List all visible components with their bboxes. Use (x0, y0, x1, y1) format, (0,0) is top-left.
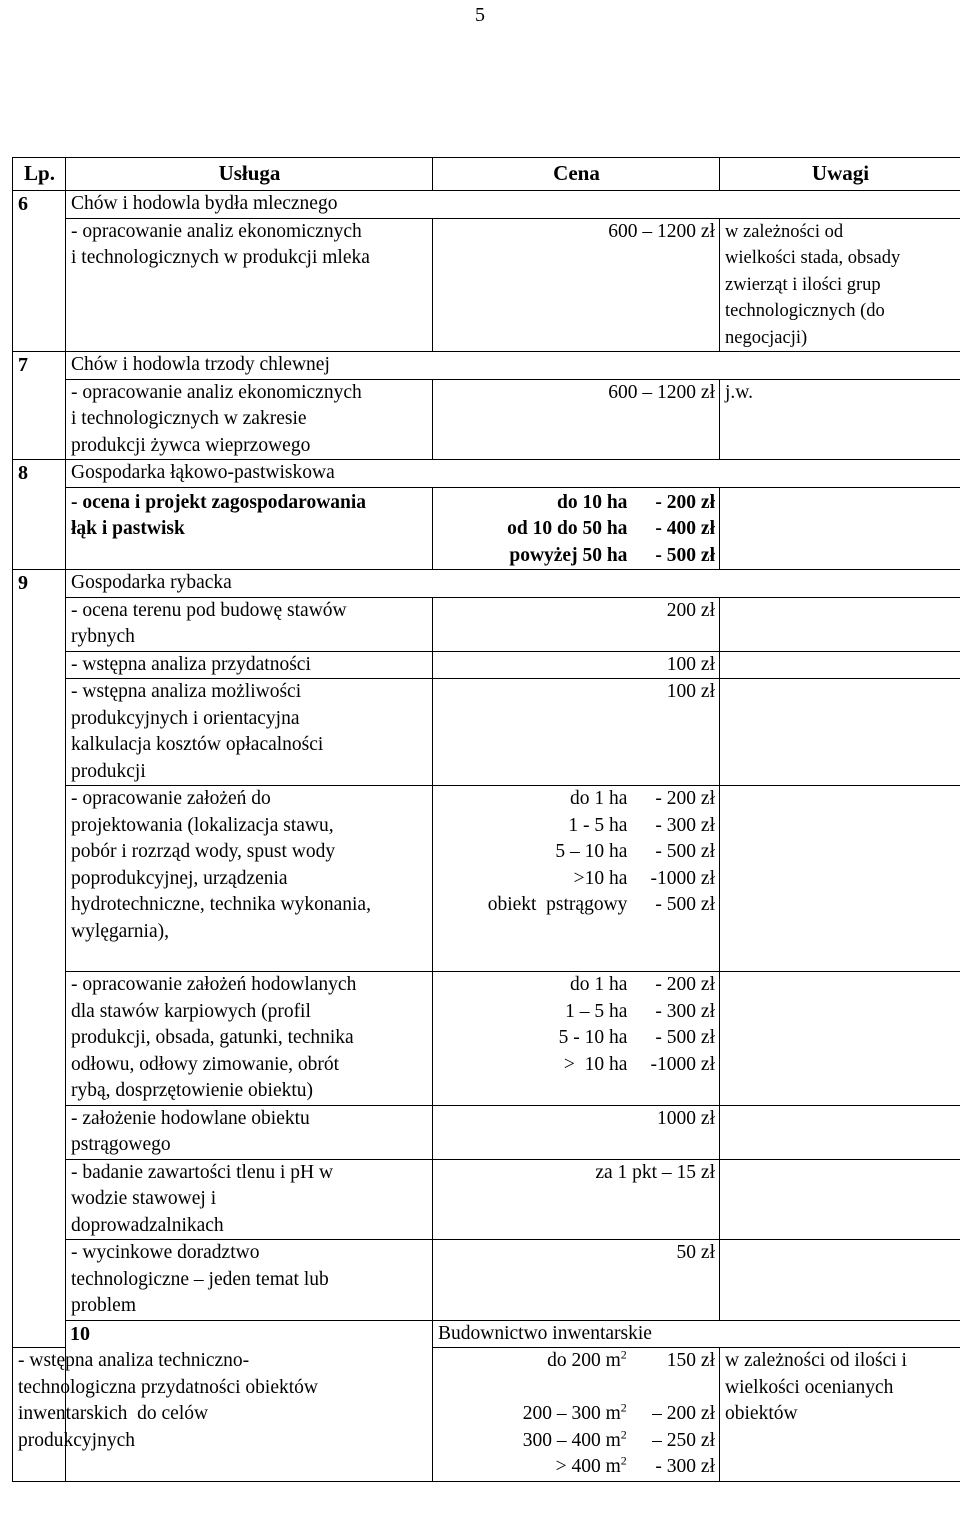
tier-range-text: do 200 m (547, 1350, 621, 1371)
service-description (66, 597, 433, 651)
price-cell: 50 zł (433, 1240, 720, 1321)
section-title: Chów i hodowla trzody chlewnej (66, 352, 960, 380)
tier-range: 1 – 5 ha (565, 1000, 628, 1022)
service-description (66, 218, 433, 352)
text-line: produkcji żywca wieprzowego (71, 434, 311, 456)
tier-range: 5 – 10 ha (555, 841, 628, 862)
section-title: Chów i hodowla bydła mlecznego (66, 191, 960, 219)
price-cell: 100 zł (433, 679, 720, 786)
service-description (66, 1159, 433, 1240)
remarks-cell (720, 597, 960, 651)
remarks-cell (720, 651, 960, 679)
tier-price: – 200 zł (652, 1403, 715, 1424)
tier-price: 150 zł (666, 1350, 715, 1371)
price-tiers (523, 1348, 715, 1481)
price-cell: za 1 pkt – 15 zł (433, 1159, 720, 1240)
table-row (13, 487, 960, 570)
price-cell: 100 zł (433, 651, 720, 679)
section-title: Gospodarka łąkowo-pastwiskowa (66, 460, 960, 488)
price-cell: 1000 zł (433, 1105, 720, 1159)
text-line: obiektów (725, 1403, 798, 1424)
header-service: Usługa (66, 158, 433, 191)
section-number: 9 (13, 570, 66, 1348)
remarks-cell (720, 1105, 960, 1159)
table-row (13, 786, 960, 972)
service-description (66, 972, 433, 1106)
text-line: inwentarskich do celów (18, 1403, 209, 1424)
tier-price: - 200 zł (655, 974, 715, 995)
text-line: - założenie hodowlane obiektu (71, 1107, 310, 1129)
price-cell: 600 – 1200 zł (433, 218, 720, 352)
text-line: w zależności od ilości i (725, 1350, 907, 1371)
text-line: wielkości ocenianych (725, 1376, 894, 1398)
service-description (66, 487, 433, 570)
tier-range-text: 200 – 300 m (522, 1403, 621, 1424)
text-line: - opracowanie analiz ekonomicznych (71, 381, 362, 403)
section-row (13, 352, 960, 380)
text-line: doprowadzalnikach (71, 1214, 224, 1236)
table-header-row (13, 158, 960, 191)
tier-price: - 300 zł (655, 814, 715, 836)
tier-range: do 10 ha (556, 491, 628, 513)
tier-price: - 300 zł (655, 1000, 715, 1022)
text-line: poprodukcyjnej, urządzenia (71, 867, 288, 889)
tier-price: – 250 zł (652, 1429, 715, 1451)
text-line: negocjacji) (725, 327, 808, 348)
remarks-cell (720, 487, 960, 570)
service-description (66, 651, 433, 679)
remarks-cell (720, 1240, 960, 1321)
superscript: 2 (620, 1347, 627, 1362)
section-title: Budownictwo inwentarskie (433, 1320, 960, 1348)
remarks-cell (720, 679, 960, 786)
tier-range: >10 ha (573, 867, 628, 889)
text-line: produkcyjnych (18, 1429, 135, 1451)
tier-range: 1 - 5 ha (568, 814, 628, 836)
tier-price (627, 1375, 715, 1402)
text-line: produkcji, obsada, gatunki, technika (71, 1027, 354, 1048)
tier-price: - 200 zł (655, 491, 715, 513)
remarks-cell (720, 1348, 960, 1482)
text-line: technologicznych (do (725, 301, 885, 321)
header-price: Cena (433, 158, 720, 191)
table-row (13, 651, 960, 679)
text-line: produkcyjnych i orientacyjna (71, 707, 300, 729)
tier-range: od 10 do 50 ha (507, 518, 628, 539)
table-row (13, 679, 960, 786)
text-line: pstrągowego (71, 1134, 171, 1155)
tier-range: > 10 ha (563, 1053, 628, 1075)
text-line: - ocena i projekt zagospodarowania (71, 491, 367, 513)
price-cell (433, 972, 720, 1106)
price-tiers (488, 786, 715, 919)
section-row (13, 1320, 960, 1348)
remarks-cell (720, 972, 960, 1106)
price-tiers (507, 490, 715, 570)
text-line: w zależności od (725, 221, 844, 242)
remarks-cell (720, 218, 960, 352)
tier-price: - 200 zł (655, 788, 715, 809)
service-description (66, 1105, 433, 1159)
tier-price: - 500 zł (655, 841, 715, 862)
text-line: rybą, dosprzętowienie obiektu) (71, 1080, 314, 1101)
price-cell (433, 1348, 720, 1482)
text-line: rybnych (71, 626, 135, 647)
text-line: projektowania (lokalizacja stawu, (71, 814, 334, 836)
service-description (66, 1240, 433, 1321)
text-line: odłowu, odłowy zimowanie, obrót (71, 1053, 340, 1075)
text-line: łąk i pastwisk (71, 518, 185, 539)
tier-range (523, 1454, 627, 1481)
service-description (13, 1348, 318, 1482)
text-line: - opracowanie założeń do (71, 788, 271, 809)
text-line: kalkulacja kosztów opłacalności (71, 734, 324, 755)
section-number: 6 (13, 191, 66, 352)
text-line: problem (71, 1295, 136, 1316)
tier-price: -1000 zł (650, 867, 715, 889)
section-number: 7 (13, 352, 66, 460)
remarks-cell (720, 1159, 960, 1240)
text-line: - wycinkowe doradztwo (71, 1242, 260, 1263)
tier-price: - 300 zł (655, 1456, 715, 1477)
text-line: - opracowanie analiz ekonomicznych (71, 220, 362, 242)
section-number: 10 (66, 1320, 433, 1481)
table-row (13, 1240, 960, 1321)
text-line: dla stawów karpiowych (profil (71, 1000, 311, 1022)
page-number: 5 (475, 4, 485, 26)
text-line: - wstępna analiza przydatności (71, 653, 311, 675)
tier-price: - 500 zł (655, 1027, 715, 1048)
section-row (13, 460, 960, 488)
service-description (66, 379, 433, 460)
text-line: zwierząt i ilości grup (725, 274, 881, 295)
text-line: wielkości stada, obsady (725, 248, 901, 268)
remarks-cell: j.w. (720, 379, 960, 460)
tier-price: - 500 zł (655, 544, 715, 566)
tier-range (523, 1375, 627, 1402)
table-row (13, 1105, 960, 1159)
price-list-table (12, 157, 960, 1482)
superscript: 2 (620, 1427, 627, 1441)
tier-range: obiekt pstrągowy (487, 894, 628, 915)
tier-price: -1000 zł (650, 1053, 715, 1075)
section-number: 8 (13, 460, 66, 570)
tier-range (523, 1428, 627, 1455)
text-line: - badanie zawartości tlenu i pH w (71, 1161, 334, 1183)
text-line: wodzie stawowej i (71, 1188, 217, 1209)
tier-range: do 1 ha (570, 974, 628, 995)
tier-price: - 500 zł (655, 894, 715, 915)
table-row (13, 379, 960, 460)
text-line: i technologicznych w zakresie (71, 408, 307, 429)
table-row (13, 218, 960, 352)
section-title: Gospodarka rybacka (66, 570, 960, 598)
table-row (13, 597, 960, 651)
price-cell (433, 487, 720, 570)
text-line: - wstępna analiza możliwości (71, 681, 302, 702)
text-line: produkcji (71, 760, 146, 782)
section-row (13, 570, 960, 598)
text-line: technologiczne – jeden temat lub (71, 1268, 329, 1290)
superscript: 2 (620, 1453, 627, 1468)
text-line: pobór i rozrząd wody, spust wody (71, 841, 336, 862)
remarks-cell (720, 786, 960, 972)
section-row (13, 191, 960, 219)
text-line: wylęgarnia), (71, 920, 169, 942)
tier-range: 5 - 10 ha (558, 1027, 628, 1048)
header-remarks: Uwagi (720, 158, 960, 191)
text-line: i technologicznych w produkcji mleka (71, 247, 370, 268)
table-row (13, 1159, 960, 1240)
text-line: - wstępna analiza techniczno- (18, 1350, 250, 1371)
text-line: hydrotechniczne, technika wykonania, (71, 894, 371, 915)
header-lp: Lp. (13, 158, 66, 191)
service-description (66, 786, 433, 972)
price-cell (433, 786, 720, 972)
text-line: - ocena terenu pod budowę stawów (71, 599, 347, 621)
tier-price: - 400 zł (655, 518, 715, 539)
tier-range (523, 1348, 627, 1375)
tier-range-text: > 400 m (555, 1456, 621, 1477)
tier-range: powyżej 50 ha (509, 544, 628, 566)
text-line: - opracowanie założeń hodowlanych (71, 974, 357, 995)
superscript: 2 (620, 1400, 627, 1415)
price-cell: 600 – 1200 zł (433, 379, 720, 460)
tier-range-text: 300 – 400 m (522, 1429, 621, 1451)
text-line: technologiczna przydatności obiektów (18, 1376, 318, 1398)
tier-range (523, 1401, 627, 1428)
table-row (13, 972, 960, 1106)
price-cell: 200 zł (433, 597, 720, 651)
service-description (66, 679, 433, 786)
price-tiers (559, 972, 715, 1078)
tier-range: do 1 ha (570, 788, 628, 809)
